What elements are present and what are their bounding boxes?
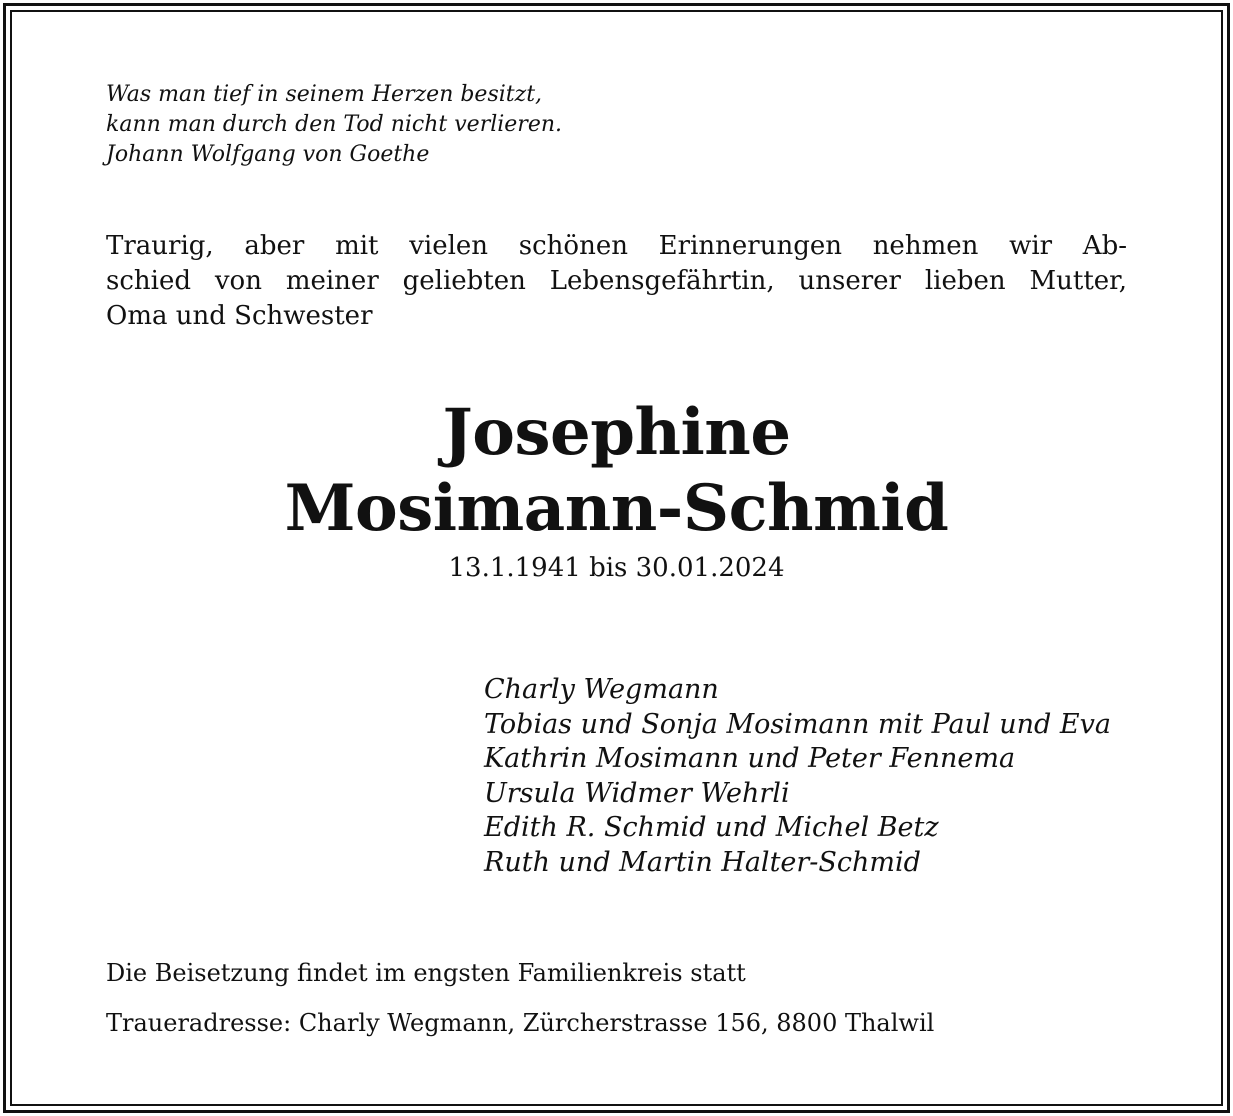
mourner: Charly Wegmann	[484, 674, 719, 705]
mourning-address: Traueradresse: Charly Wegmann, Zürcherstrasse 156, 8800 Thalwil	[106, 1009, 935, 1037]
mourner: Edith R. Schmid und Michel Betz	[484, 812, 939, 843]
quote-line: Was man tief in seinem Herzen besitzt,	[106, 82, 543, 107]
goethe-quote	[106, 80, 706, 170]
burial-note: Die Beisetzung findet im engsten Familienkreis statt	[106, 959, 746, 987]
deceased-first-name: Josephine	[442, 395, 791, 470]
mourner: Kathrin Mosimann und Peter Fennema	[484, 743, 1016, 774]
intro-line: Traurig, aber mit vielen schönen Erinnerungen nehmen wir Ab-	[106, 231, 1127, 261]
quote-line: kann man durch den Tod nicht verlieren.	[106, 112, 563, 137]
mourner: Tobias und Sonja Mosimann mit Paul und Eva	[484, 708, 1111, 740]
mourner: Ruth und Martin Halter-Schmid	[484, 846, 921, 878]
intro-text	[106, 229, 1127, 334]
intro-line: Oma und Schwester	[106, 301, 373, 331]
deceased-last-name: Mosimann-Schmid	[284, 471, 949, 546]
mourner: Ursula Widmer Wehrli	[484, 777, 790, 809]
life-dates: 13.1.1941 bis 30.01.2024	[448, 553, 785, 583]
quote-author: Johann Wolfgang von Goethe	[106, 142, 430, 167]
mourners-list	[484, 673, 1204, 880]
intro-line: schied von meiner geliebten Lebensgefährtin, unserer lieben Mutter,	[106, 266, 1127, 296]
deceased-block	[0, 395, 1233, 585]
